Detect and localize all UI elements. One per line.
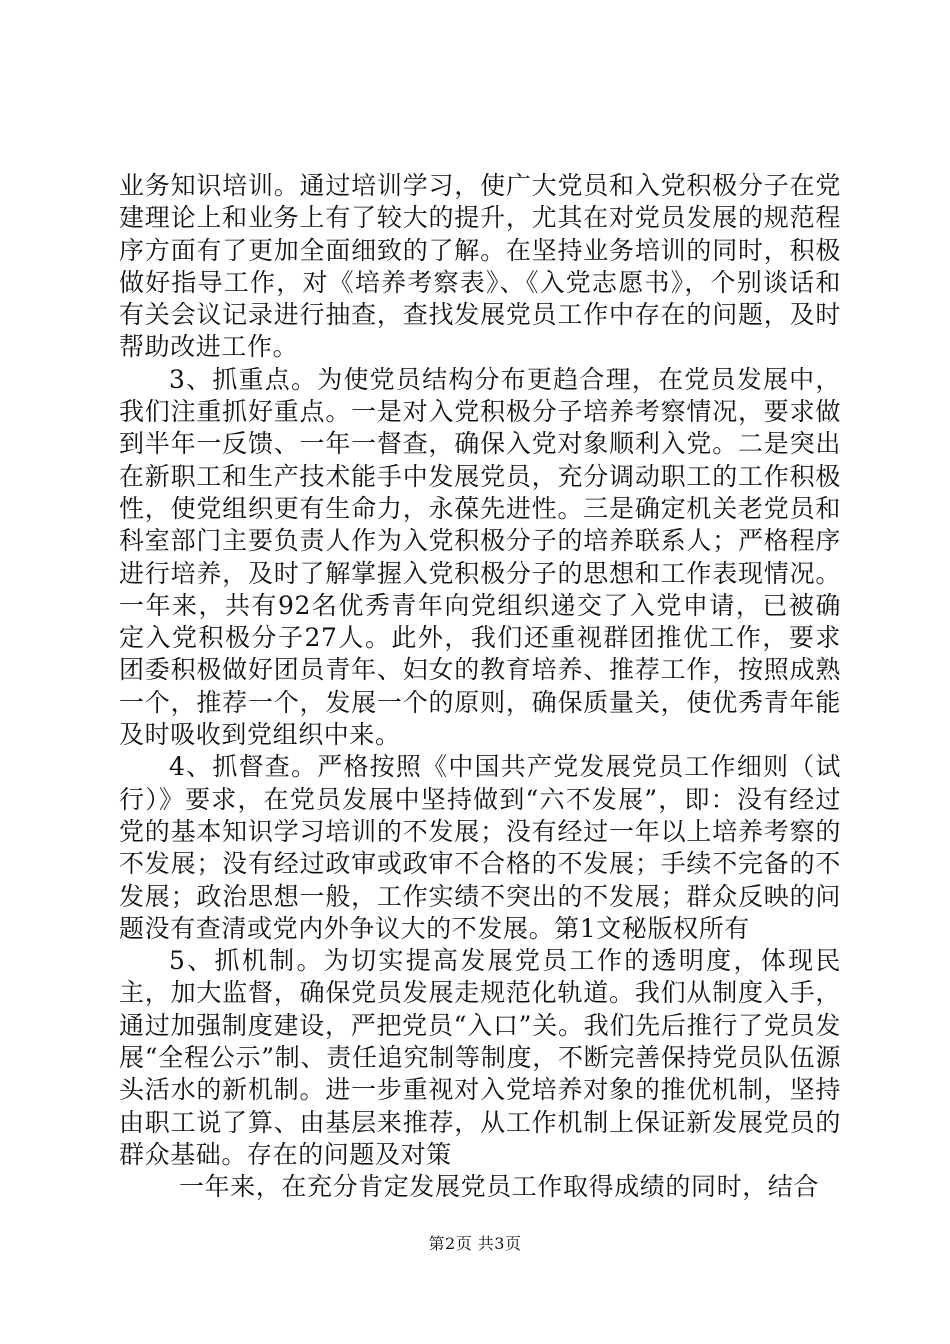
page-number-footer: 第2页 共3页 xyxy=(428,1234,522,1253)
paragraph-supervision: 4、抓督查。严格按照《中国共产党发展党员工作细则（试行）》要求，在党员发展中坚持做到“六不发展”，即：没有经过党的基本知识学习培训的不发展；没有经过一年以上培养考察的不发展；没有经过政审或政审不合格的不发展；手续不完备的不发展；政治思想一般，工作实绩不突出的不发展；群众反映的问题没有查清或党内外争议大的不发展。第1文秘版权所有 xyxy=(119,752,841,943)
paragraph-training: 业务知识培训。通过培训学习，使广大党员和入党积极分子在党建理论上和业务上有了较大的提升，尤其在对党员发展的规范程序方面有了更加全面细致的了解。在坚持业务培训的同时，积极做好指导工作，对《培养考察表》、《入党志愿书》，个别谈话和有关会议记录进行抽查，查找发展党员工作中存在的问题，及时帮助改进工作。 xyxy=(119,171,841,362)
document-body xyxy=(119,170,841,1204)
paragraph-key-points: 3、抓重点。为使党员结构分布更趋合理，在党员发展中，我们注重抓好重点。一是对入党积极分子培养考察情况，要求做到半年一反馈、一年一督查，确保入党对象顺利入党。二是突出在新职工和生产技术能手中发展党员，充分调动职工的工作积极性，使党组织更有生命力，永葆先进性。三是确定机关老党员和科室部门主要负责人作为入党积极分子的培养联系人；严格程序进行培养，及时了解掌握入党积极分子的思想和工作表现情况。一年来，共有92名优秀青年向党组织递交了入党申请，已被确定入党积极分子27人。此外，我们还重视群团推优工作，要求团委积极做好团员青年、妇女的教育培养、推荐工作，按照成熟一个，推荐一个，发展一个的原则，确保质量关，使优秀青年能及时吸收到党组织中来。 xyxy=(119,364,841,750)
paragraph-mechanism: 5、抓机制。为切实提高发展党员工作的透明度，体现民主，加大监督，确保党员发展走规范化轨道。我们从制度入手，通过加强制度建设，严把党员“入口”关。我们先后推行了党员发展“全程公示”制、责任追究制等制度，不断完善保持党员队伍源头活水的新机制。进一步重视对入党培养对象的推优机制，坚持由职工说了算、由基层来推荐，从工作机制上保证新发展党员的群众基础。存在的问题及对策 xyxy=(119,946,841,1169)
paragraph-summary: 一年来，在充分肯定发展党员工作取得成绩的同时，结合 xyxy=(179,1172,820,1202)
